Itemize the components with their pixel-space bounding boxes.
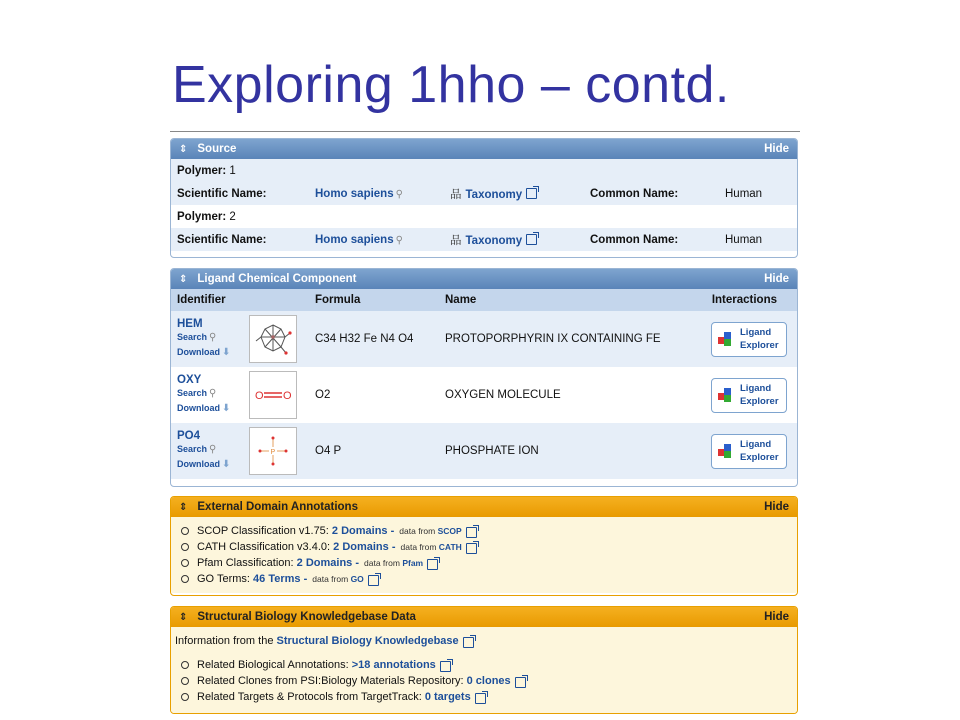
- search-icon[interactable]: ⚲: [209, 388, 217, 399]
- data-from-label: data from: [399, 526, 436, 536]
- sbkb-item-label: Related Biological Annotations:: [197, 659, 349, 671]
- download-arrow-icon[interactable]: ⬇: [222, 347, 231, 358]
- sbkb-panel: [170, 606, 798, 714]
- domain-label: CATH Classification v3.4.0:: [197, 541, 331, 553]
- domain-header[interactable]: [171, 497, 797, 517]
- external-link-icon[interactable]: [466, 543, 477, 554]
- common-name-value: Human: [725, 187, 763, 200]
- ligand-name: PROTOPORPHYRIN IX CONTAINING FE: [445, 333, 661, 345]
- ligand-header[interactable]: [171, 269, 797, 289]
- phosphate-structure-icon: [253, 431, 293, 471]
- ligand-explorer-line1: Ligand: [740, 439, 772, 450]
- ligand-search-link[interactable]: Search: [177, 332, 208, 342]
- scientific-name-label: Scientific Name:: [177, 187, 267, 200]
- ligand-name: OXYGEN MOLECULE: [445, 389, 561, 401]
- external-link-icon[interactable]: [368, 575, 379, 586]
- bullet-icon: [181, 559, 189, 567]
- domain-label: SCOP Classification v1.75:: [197, 525, 329, 537]
- ligand-search-link[interactable]: Search: [177, 388, 208, 398]
- oxygen-structure-icon: [253, 375, 293, 415]
- external-link-icon[interactable]: [440, 661, 451, 672]
- ligand-row: [171, 423, 797, 479]
- separator: -: [303, 573, 308, 585]
- external-link-icon[interactable]: [526, 234, 537, 245]
- taxonomy-link[interactable]: Taxonomy: [465, 234, 523, 247]
- ligand-download-link[interactable]: Download: [177, 347, 220, 357]
- taxonomy-tree-icon: 品: [450, 234, 462, 247]
- ligand-explorer-button[interactable]: [711, 378, 787, 413]
- download-arrow-icon[interactable]: ⬇: [222, 403, 231, 414]
- ligand-structure-thumbnail[interactable]: [249, 371, 297, 419]
- search-icon[interactable]: ⚲: [395, 234, 403, 246]
- ligand-explorer-line2: Explorer: [740, 452, 779, 463]
- sbkb-item-link[interactable]: >18 annotations: [351, 659, 436, 671]
- bullet-icon: [181, 527, 189, 535]
- ligand-explorer-line2: Explorer: [740, 340, 779, 351]
- ligand-id-link[interactable]: OXY: [177, 374, 202, 386]
- ligand-explorer-icon: [718, 332, 732, 346]
- sbkb-hide-button[interactable]: Hide: [764, 611, 789, 623]
- domain-hide-button[interactable]: Hide: [764, 501, 789, 513]
- scientific-name-link[interactable]: Homo sapiens: [315, 233, 394, 246]
- collapse-arrow-icon[interactable]: ⇕: [179, 501, 188, 513]
- common-name-label: Common Name:: [590, 187, 679, 200]
- scientific-name-row: [171, 182, 797, 205]
- list-item: [181, 539, 787, 555]
- ligand-panel: [170, 268, 798, 487]
- ligand-explorer-button[interactable]: [711, 322, 787, 357]
- separator: -: [390, 525, 395, 537]
- ligand-explorer-line2: Explorer: [740, 396, 779, 407]
- list-item: [175, 657, 793, 673]
- domain-title: External Domain Annotations: [197, 501, 358, 513]
- ligand-structure-thumbnail[interactable]: [249, 427, 297, 475]
- separator: -: [391, 541, 396, 553]
- sbkb-item-label: Related Targets & Protocols from TargetTrack:: [197, 691, 422, 703]
- sbkb-title: Structural Biology Knowledgebase Data: [197, 611, 416, 623]
- source-hide-button[interactable]: Hide: [764, 143, 789, 155]
- ligand-id-link[interactable]: PO4: [177, 430, 201, 442]
- collapse-arrow-icon[interactable]: ⇕: [179, 143, 188, 155]
- domain-label: Pfam Classification:: [197, 557, 294, 569]
- source-panel: [170, 138, 798, 258]
- bullet-icon: [181, 677, 189, 685]
- ligand-structure-thumbnail[interactable]: [249, 315, 297, 363]
- taxonomy-link[interactable]: Taxonomy: [465, 188, 523, 201]
- sbkb-content: [171, 627, 797, 714]
- sbkb-item-link[interactable]: 0 clones: [466, 675, 511, 687]
- domain-link[interactable]: 46 Terms: [253, 573, 301, 585]
- common-name-value: Human: [725, 233, 763, 246]
- taxonomy-tree-icon: 品: [450, 188, 462, 201]
- ligand-explorer-line1: Ligand: [740, 327, 772, 338]
- list-item: [181, 555, 787, 571]
- source-link[interactable]: Pfam: [402, 558, 424, 568]
- list-item: [175, 689, 793, 705]
- download-arrow-icon[interactable]: ⬇: [222, 459, 231, 470]
- source-link[interactable]: SCOP: [437, 526, 462, 536]
- polymer-number: 1: [229, 164, 236, 177]
- column-identifier: Identifier: [177, 294, 226, 306]
- polymer-number: 2: [229, 210, 236, 223]
- ligand-formula: O2: [315, 389, 331, 401]
- list-item: [175, 673, 793, 689]
- polymer-label: Polymer:: [177, 164, 227, 177]
- external-link-icon[interactable]: [475, 693, 486, 704]
- slide-title: Exploring 1hho – contd.: [172, 56, 730, 114]
- source-link[interactable]: GO: [350, 574, 364, 584]
- search-icon[interactable]: ⚲: [395, 188, 403, 200]
- domain-link[interactable]: 2 Domains: [333, 541, 389, 553]
- domain-list: [171, 517, 797, 593]
- list-item: [181, 571, 787, 587]
- ligand-explorer-icon: [718, 444, 732, 458]
- bullet-icon: [181, 661, 189, 669]
- ligand-title: Ligand Chemical Component: [197, 273, 357, 285]
- ligand-column-header: [171, 289, 797, 311]
- scientific-name-link[interactable]: Homo sapiens: [315, 187, 394, 200]
- external-link-icon[interactable]: [427, 559, 438, 570]
- ligand-formula: C34 H32 Fe N4 O4: [315, 333, 414, 345]
- ligand-row: [171, 311, 797, 367]
- list-item: [181, 523, 787, 539]
- collapse-arrow-icon[interactable]: ⇕: [179, 611, 188, 623]
- data-from-label: data from: [364, 558, 400, 568]
- source-link[interactable]: CATH: [438, 542, 462, 552]
- ligand-explorer-icon: [718, 388, 732, 402]
- separator: -: [355, 557, 360, 569]
- external-link-icon[interactable]: [515, 677, 526, 688]
- domain-link[interactable]: 2 Domains: [296, 557, 353, 569]
- external-link-icon[interactable]: [466, 527, 477, 538]
- external-link-icon[interactable]: [463, 637, 474, 648]
- search-icon[interactable]: ⚲: [209, 444, 217, 455]
- bullet-icon: [181, 693, 189, 701]
- domain-label: GO Terms:: [197, 573, 250, 585]
- column-formula: Formula: [315, 294, 361, 306]
- sbkb-intro-text: Information from the: [175, 635, 274, 647]
- sbkb-intro: [175, 633, 793, 649]
- ligand-download-link[interactable]: Download: [177, 459, 220, 469]
- ligand-explorer-button[interactable]: [711, 434, 787, 469]
- polymer-row: [171, 205, 797, 228]
- svg-text:P: P: [270, 449, 276, 456]
- svg-text:O: O: [255, 390, 264, 402]
- title-divider: [170, 131, 800, 132]
- column-name: Name: [445, 294, 477, 306]
- source-title: Source: [197, 143, 237, 155]
- bullet-icon: [181, 543, 189, 551]
- data-from-label: data from: [400, 542, 437, 552]
- data-from-label: data from: [312, 574, 349, 584]
- scientific-name-row: [171, 228, 797, 251]
- ligand-download-link[interactable]: Download: [177, 403, 220, 413]
- source-header[interactable]: [171, 139, 797, 159]
- column-interactions: Interactions: [711, 294, 777, 306]
- ligand-search-link[interactable]: Search: [177, 444, 208, 454]
- ligand-formula: O4 P: [315, 445, 342, 457]
- search-icon[interactable]: ⚲: [209, 332, 217, 343]
- sbkb-header[interactable]: [171, 607, 797, 627]
- common-name-label: Common Name:: [590, 233, 679, 246]
- ligand-name: PHOSPHATE ION: [445, 445, 539, 457]
- sbkb-item-link[interactable]: 0 targets: [424, 691, 471, 703]
- external-link-icon[interactable]: [526, 188, 537, 199]
- scientific-name-label: Scientific Name:: [177, 233, 267, 246]
- hem-structure-icon: [253, 319, 293, 359]
- bullet-icon: [181, 575, 189, 583]
- svg-text:O: O: [283, 390, 292, 402]
- polymer-row: [171, 159, 797, 182]
- collapse-arrow-icon[interactable]: ⇕: [179, 273, 188, 285]
- ligand-explorer-line1: Ligand: [740, 383, 772, 394]
- sbkb-item-label: Related Clones from PSI:Biology Materials Repository:: [197, 675, 464, 687]
- domain-link[interactable]: 2 Domains: [331, 525, 388, 537]
- ligand-id-link[interactable]: HEM: [177, 318, 203, 330]
- ligand-row: [171, 367, 797, 423]
- ligand-hide-button[interactable]: Hide: [764, 273, 789, 285]
- polymer-label: Polymer:: [177, 210, 227, 223]
- domain-annotations-panel: [170, 496, 798, 596]
- sbkb-link[interactable]: Structural Biology Knowledgebase: [276, 635, 459, 647]
